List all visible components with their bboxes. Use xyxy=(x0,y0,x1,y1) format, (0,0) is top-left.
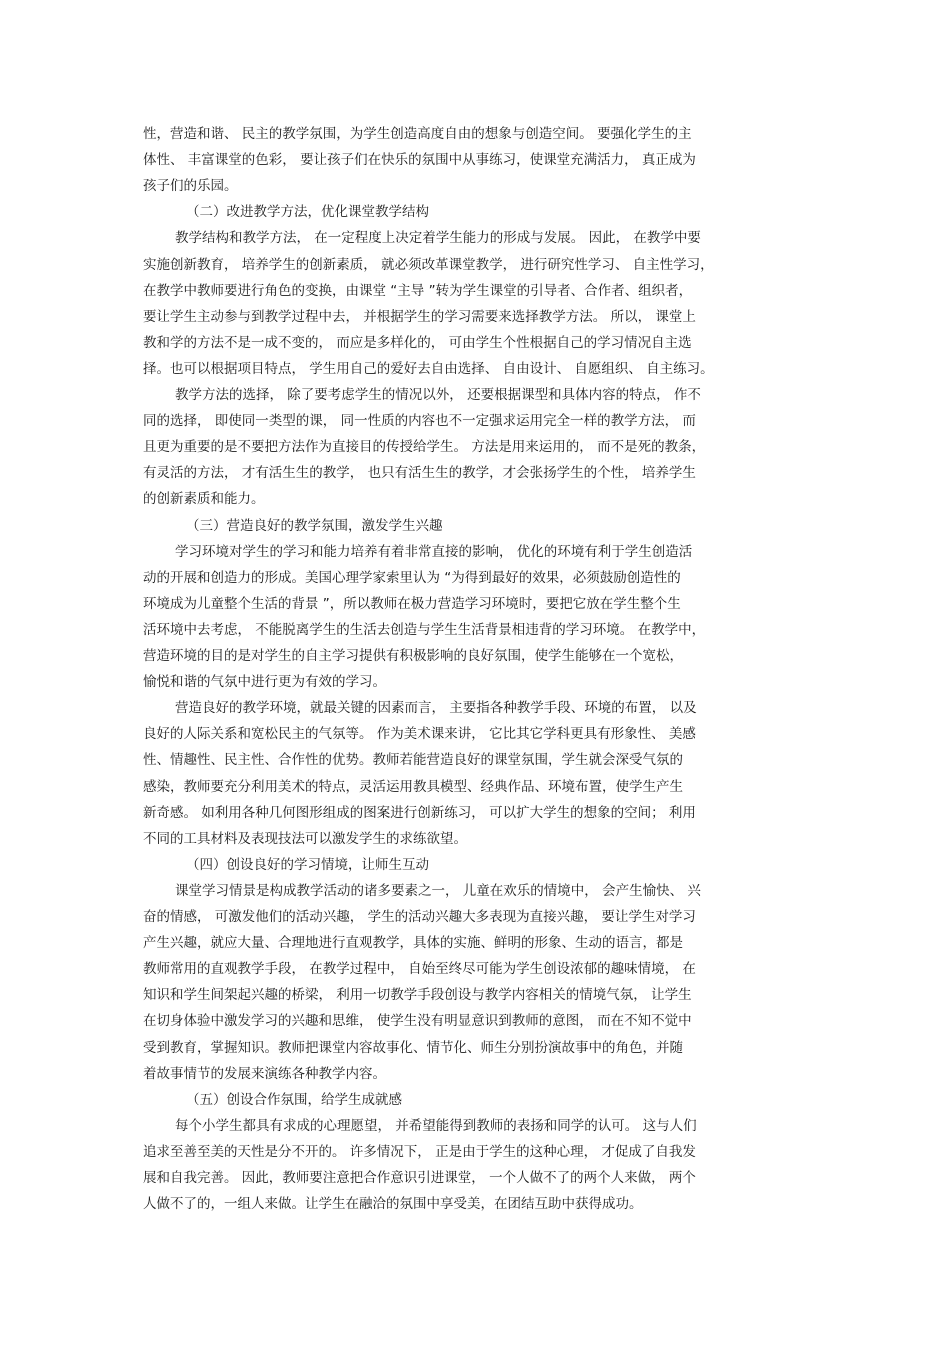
text-line: 产生兴趣，就应大量、合理地进行直观教学，具体的实施、鲜明的形象、生动的语言，都是 xyxy=(143,935,683,952)
text-line: 教师常用的直观教学手段， 在教学过程中， 自始至终尽可能为学生创设浓郁的趣味情境， 在 xyxy=(143,961,696,978)
text-line: 愉悦和谐的气氛中进行更为有效的学习。 xyxy=(143,674,386,691)
section-heading: （四）创设良好的学习情境，让师生互动 xyxy=(186,856,429,873)
text-line: 体性、 丰富课堂的色彩， 要让孩子们在快乐的氛围中从事练习，使课堂充满活力， 真正成为 xyxy=(143,152,696,169)
text-line: 新奇感。 如利用各种几何图形组成的图案进行创新练习， 可以扩大学生的想象的空间； 利用 xyxy=(143,804,696,821)
text-line: 的创新素质和能力。 xyxy=(143,491,265,508)
text-line: 孩子们的乐园。 xyxy=(143,178,238,195)
text-line: 奋的情感， 可激发他们的活动兴趣， 学生的活动兴趣大多表现为直接兴趣， 要让学生对学习 xyxy=(143,909,696,925)
text-line: 教学方法的选择， 除了要考虑学生的情况以外， 还要根据课型和具体内容的特点， 作不 xyxy=(175,387,701,403)
text-line: 教和学的方法不是一成不变的， 而应是多样化的， 可由学生个性根据自己的学习情况自主选 xyxy=(143,334,692,351)
text-line: 实施创新教育， 培养学生的创新素质， 就必须改革课堂教学， 进行研究性学习、 自主性学习， xyxy=(143,256,714,273)
text-line: 人做不了的，一组人来做。让学生在融洽的氛围中享受美，在团结互助中获得成功。 xyxy=(143,1196,643,1213)
text-line: 展和自我完善。 因此，教师要注意把合作意识引进课堂， 一个人做不了的两个人来做， 两个 xyxy=(143,1170,696,1186)
text-line: 教学结构和教学方法， 在一定程度上决定着学生能力的形成与发展。 因此， 在教学中要 xyxy=(175,230,701,247)
text-line: 在切身体验中激发学习的兴趣和思维， 使学生没有明显意识到教师的意图， 而在不知不觉中 xyxy=(143,1013,692,1030)
text-line: 追求至善至美的天性是分不开的。 许多情况下， 正是由于学生的这种心理， 才促成了自我发 xyxy=(143,1143,696,1160)
text-line: 有灵活的方法， 才有活生生的教学， 也只有活生生的教学，才会张扬学生的个性， 培养学生 xyxy=(143,465,696,482)
text-line: 课堂学习情景是构成教学活动的诸多要素之一， 儿童在欢乐的情境中， 会产生愉快、 兴 xyxy=(175,882,701,899)
text-line: 营造良好的教学环境，就最关键的因素而言， 主要指各种教学手段、环境的布置， 以及 xyxy=(175,700,697,717)
text-line: 不同的工具材料及表现技法可以激发学生的求练欲望。 xyxy=(143,830,467,847)
text-line: 环境成为儿童整个生活的背景 ”，所以教师在极力营造学习环境时，要把它放在学生整个生 xyxy=(143,595,681,612)
text-line: 学习环境对学生的学习和能力培养有着非常直接的影响， 优化的环境有利于学生创造活 xyxy=(175,543,693,560)
text-line: 在教学中教师要进行角色的变换，由课堂 “主导 ”转为学生课堂的引导者、合作者、组织者， xyxy=(143,282,693,299)
text-line: 要让学生主动参与到教学过程中去， 并根据学生的学习需要来选择教学方法。 所以， 课堂上 xyxy=(143,308,696,325)
section-heading: （二）改进教学方法，优化课堂教学结构 xyxy=(186,204,429,221)
text-line: 着故事情节的发展来演练各种教学内容。 xyxy=(143,1065,386,1082)
text-line: 每个小学生都具有求成的心理愿望， 并希望能得到教师的表扬和同学的认可。 这与人们 xyxy=(175,1117,697,1134)
text-line: 动的开展和创造力的形成。美国心理学家索里认为 “为得到最好的效果，必须鼓励创造性的 xyxy=(143,569,681,586)
text-line: 感染，教师要充分利用美术的特点，灵活运用教具模型、经典作品、环境布置，使学生产生 xyxy=(143,778,683,795)
text-line: 性，营造和谐、 民主的教学氛围，为学生创造高度自由的想象与创造空间。 要强化学生的主 xyxy=(143,126,692,142)
text-line: 择。也可以根据项目特点， 学生用自己的爱好去自由选择、 自由设计、 自愿组织、 自主练习。 xyxy=(143,360,714,377)
text-line: 受到教育，掌握知识。教师把课堂内容故事化、情节化、师生分别扮演故事中的角色，并随 xyxy=(143,1039,683,1056)
text-line: 知识和学生间架起兴趣的桥梁， 利用一切教学手段创设与教学内容相关的情境气氛， 让学生 xyxy=(143,987,692,1004)
text-line: 良好的人际关系和宽松民主的气氛等。 作为美术课来讲， 它比其它学科更具有形象性、 美感 xyxy=(143,726,696,743)
text-line: 且更为重要的是不要把方法作为直接目的传授给学生。 方法是用来运用的， 而不是死的教条， xyxy=(143,439,706,456)
text-line: 同的选择， 即使同一类型的课， 同一性质的内容也不一定强求运用完全一样的教学方法， 而 xyxy=(143,413,696,430)
section-heading: （三）营造良好的教学氛围，激发学生兴趣 xyxy=(186,517,443,534)
text-line: 营造环境的目的是对学生的自主学习提供有积极影响的良好氛围，使学生能够在一个宽松， xyxy=(143,648,683,664)
text-line: 性、情趣性、民主性、合作性的优势。教师若能营造良好的课堂氛围，学生就会深受气氛的 xyxy=(143,752,683,769)
section-heading: （五）创设合作氛围，给学生成就感 xyxy=(186,1091,402,1108)
text-line: 活环境中去考虑， 不能脱离学生的生活去创造与学生生活背景相违背的学习环境。 在教学中， xyxy=(143,621,706,638)
